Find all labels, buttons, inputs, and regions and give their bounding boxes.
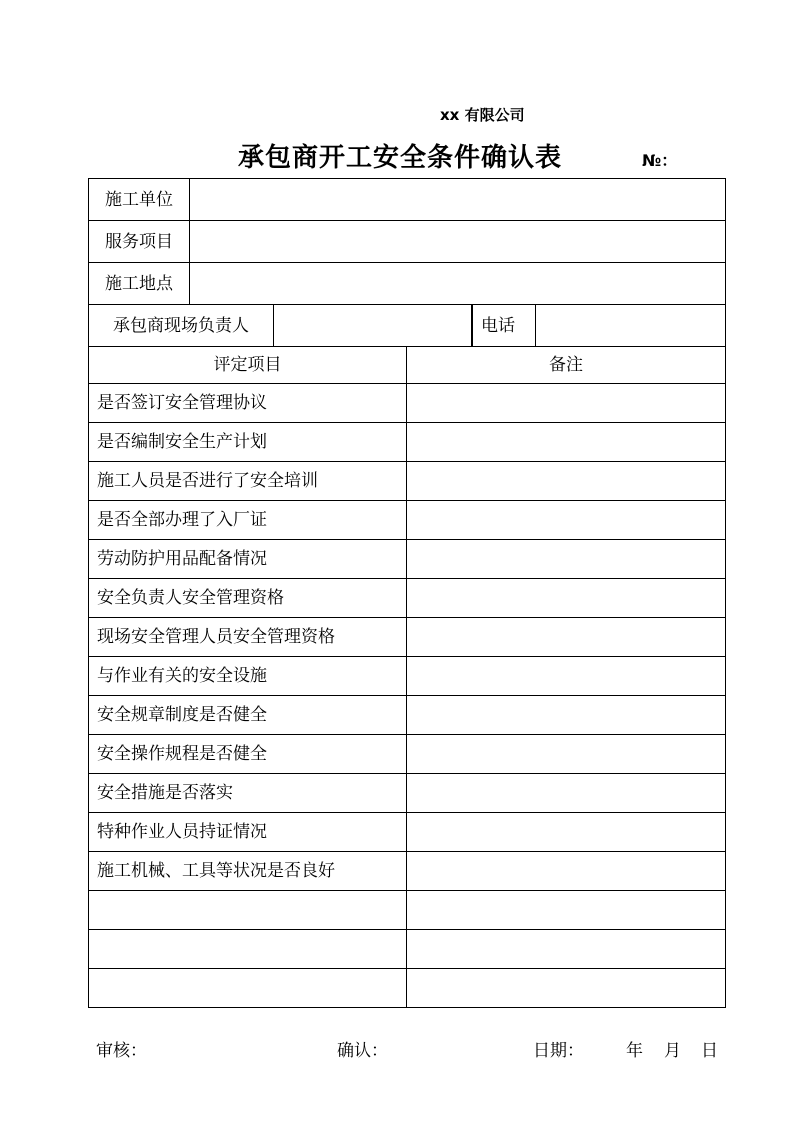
checklist-row — [89, 930, 726, 969]
document-number-label: №： — [642, 151, 678, 170]
column-header-remark: 备注 — [407, 347, 726, 384]
checklist-item: 施工机械、工具等状况是否良好 — [89, 852, 407, 891]
checklist-row — [89, 969, 726, 1008]
service-project-label: 服务项目 — [89, 221, 190, 263]
site-manager-row — [89, 305, 726, 347]
site-manager-field[interactable] — [274, 305, 472, 347]
checklist-remark-field[interactable] — [407, 618, 726, 657]
service-project-row — [89, 221, 726, 263]
checklist-row — [89, 423, 726, 462]
checklist-remark-field[interactable] — [407, 501, 726, 540]
checklist-remark-field[interactable] — [407, 540, 726, 579]
column-header-item: 评定项目 — [89, 347, 407, 384]
checklist-item: 劳动防护用品配备情况 — [89, 540, 407, 579]
construction-unit-field[interactable] — [190, 179, 726, 221]
service-project-field[interactable] — [190, 221, 726, 263]
checklist-row — [89, 852, 726, 891]
checklist-row — [89, 384, 726, 423]
checklist-row — [89, 462, 726, 501]
checklist-remark-field[interactable] — [407, 423, 726, 462]
checklist-row — [89, 774, 726, 813]
checklist-row — [89, 813, 726, 852]
date-month-label: 月 — [664, 1041, 681, 1061]
phone-cell — [472, 305, 726, 347]
checklist-remark-field[interactable] — [407, 657, 726, 696]
phone-field[interactable] — [536, 305, 725, 346]
site-manager-label: 承包商现场负责人 — [89, 305, 274, 347]
date-day-label: 日 — [701, 1041, 718, 1061]
checklist-row — [89, 696, 726, 735]
checklist-item-blank[interactable] — [89, 969, 407, 1008]
checklist-item: 安全规章制度是否健全 — [89, 696, 407, 735]
checklist-item: 特种作业人员持证情况 — [89, 813, 407, 852]
checklist-item: 是否编制安全生产计划 — [89, 423, 407, 462]
site-location-row — [89, 263, 726, 305]
checklist-item: 与作业有关的安全设施 — [89, 657, 407, 696]
checklist-item: 是否全部办理了入厂证 — [89, 501, 407, 540]
checklist-item: 安全措施是否落实 — [89, 774, 407, 813]
checklist-row — [89, 735, 726, 774]
checklist-remark-field[interactable] — [407, 852, 726, 891]
site-location-label: 施工地点 — [89, 263, 190, 305]
checklist-row — [89, 501, 726, 540]
form-title: 承包商开工安全条件确认表 — [237, 143, 562, 173]
checklist-item: 安全负责人安全管理资格 — [89, 579, 407, 618]
checklist-remark-field[interactable] — [407, 969, 726, 1008]
checklist-row — [89, 540, 726, 579]
checklist-remark-field[interactable] — [407, 384, 726, 423]
checklist-item: 安全操作规程是否健全 — [89, 735, 407, 774]
checklist-row — [89, 657, 726, 696]
checklist-remark-field[interactable] — [407, 774, 726, 813]
checklist-remark-field[interactable] — [407, 462, 726, 501]
checklist-remark-field[interactable] — [407, 930, 726, 969]
checklist-remark-field[interactable] — [407, 696, 726, 735]
company-name: xx 有限公司 — [440, 106, 525, 124]
phone-label: 电话 — [472, 305, 536, 346]
checklist-item: 施工人员是否进行了安全培训 — [89, 462, 407, 501]
date-year-label: 年 — [626, 1041, 643, 1061]
checklist-row — [89, 579, 726, 618]
checklist-item: 是否签订安全管理协议 — [89, 384, 407, 423]
checklist-remark-field[interactable] — [407, 813, 726, 852]
construction-unit-label: 施工单位 — [89, 179, 190, 221]
confirm-signature-label: 确认： — [337, 1041, 388, 1061]
construction-unit-row — [89, 179, 726, 221]
checklist-item: 现场安全管理人员安全管理资格 — [89, 618, 407, 657]
checklist-remark-field[interactable] — [407, 579, 726, 618]
checklist-item-blank[interactable] — [89, 891, 407, 930]
checklist-row — [89, 891, 726, 930]
checklist-remark-field[interactable] — [407, 735, 726, 774]
checklist-item-blank[interactable] — [89, 930, 407, 969]
site-location-field[interactable] — [190, 263, 726, 305]
review-signature-label: 审核： — [96, 1041, 147, 1061]
date-label: 日期： — [533, 1041, 584, 1061]
confirmation-form-table — [88, 178, 726, 1008]
checklist-header-row — [89, 347, 726, 384]
checklist-remark-field[interactable] — [407, 891, 726, 930]
checklist-row — [89, 618, 726, 657]
